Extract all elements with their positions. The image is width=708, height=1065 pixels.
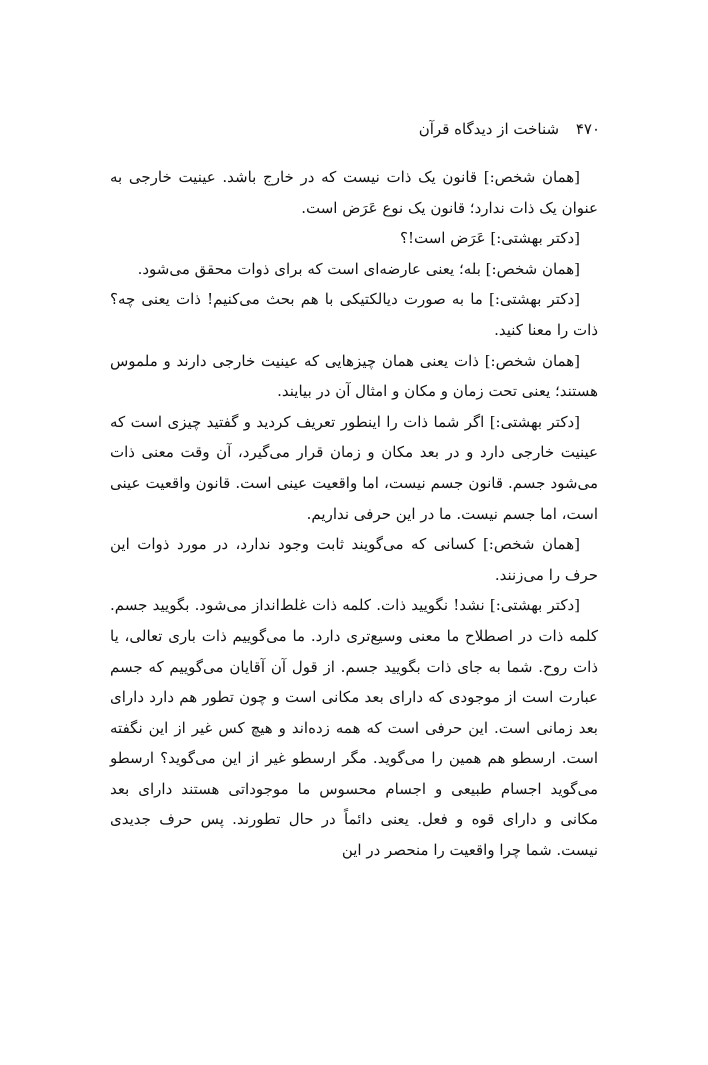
paragraph: [دکتر بهشتی:] نشد! نگویید ذات. کلمه ذات غلط‌انداز می‌شود. بگویید جسم. کلمه ذات در اصطلاح ما معنی وسیع‌تری دارد. ما می‌گوییم ذات باری تعالی، یا ذات روح. شما به جای ذات بگویید جسم. از قول آن آقایان می‌گوییم که جسم عبارت است از موجودی که دارای بعد مکانی است و چون تطور هم دارد دارای بعد زمانی است. این حرفی است که همه زده‌اند و هیچ کس غیر از این نگفته است. ارسطو هم همین را می‌گوید. مگر ارسطو غیر از این می‌گوید؟ ارسطو می‌گوید اجسام طبیعی و اجسام محسوس ما موجوداتی هستند دارای بعد مکانی و دارای قوه و فعل. یعنی دائماً در حال تطورند. پس حرف جدیدی نیست. شما چرا واقعیت را منحصر در این xyxy=(110,596,598,860)
paragraph: [همان شخص:] قانون یک ذات نیست که در خارج باشد. عینیت خارجی به عنوان یک ذات ندارد؛ قانون یک نوع عَرَض است. xyxy=(110,168,598,217)
running-title: شناخت از دیدگاه قرآن xyxy=(418,120,560,138)
paragraph: [دکتر بهشتی:] عَرَض است!؟ xyxy=(400,229,580,248)
page-header xyxy=(419,118,600,140)
paragraph: [دکتر بهشتی:] اگر شما ذات را اینطور تعریف کردید و گفتید چیزی است که عینیت خارجی دارد و در بعد مکان و زمان قرار می‌گیرد، آن وقت معنی ذات می‌شود جسم. قانون جسم نیست، اما واقعیت عینی است. قانون واقعیت عینی است، اما جسم نیست. ما در این حرفی نداریم. xyxy=(110,412,598,523)
page-number: ۴۷۰ xyxy=(575,120,600,138)
paragraph: [همان شخص:] ذات یعنی همان چیزهایی که عینیت خارجی دارند و ملموس هستند؛ یعنی تحت زمان و مکان و امثال آن در بیایند. xyxy=(110,351,598,401)
paragraph: [دکتر بهشتی:] ما به صورت دیالکتیکی با هم بحث می‌کنیم! ذات یعنی چه؟ ذات را معنا کنید. xyxy=(110,290,598,339)
paragraph: [همان شخص:] بله؛ یعنی عارضه‌ای است که برای ذوات محقق می‌شود. xyxy=(137,259,580,278)
page-body xyxy=(110,162,598,866)
paragraph: [همان شخص:] کسانی که می‌گویند ثابت وجود ندارد، در مورد ذوات این حرف را می‌زنند. xyxy=(110,535,598,584)
